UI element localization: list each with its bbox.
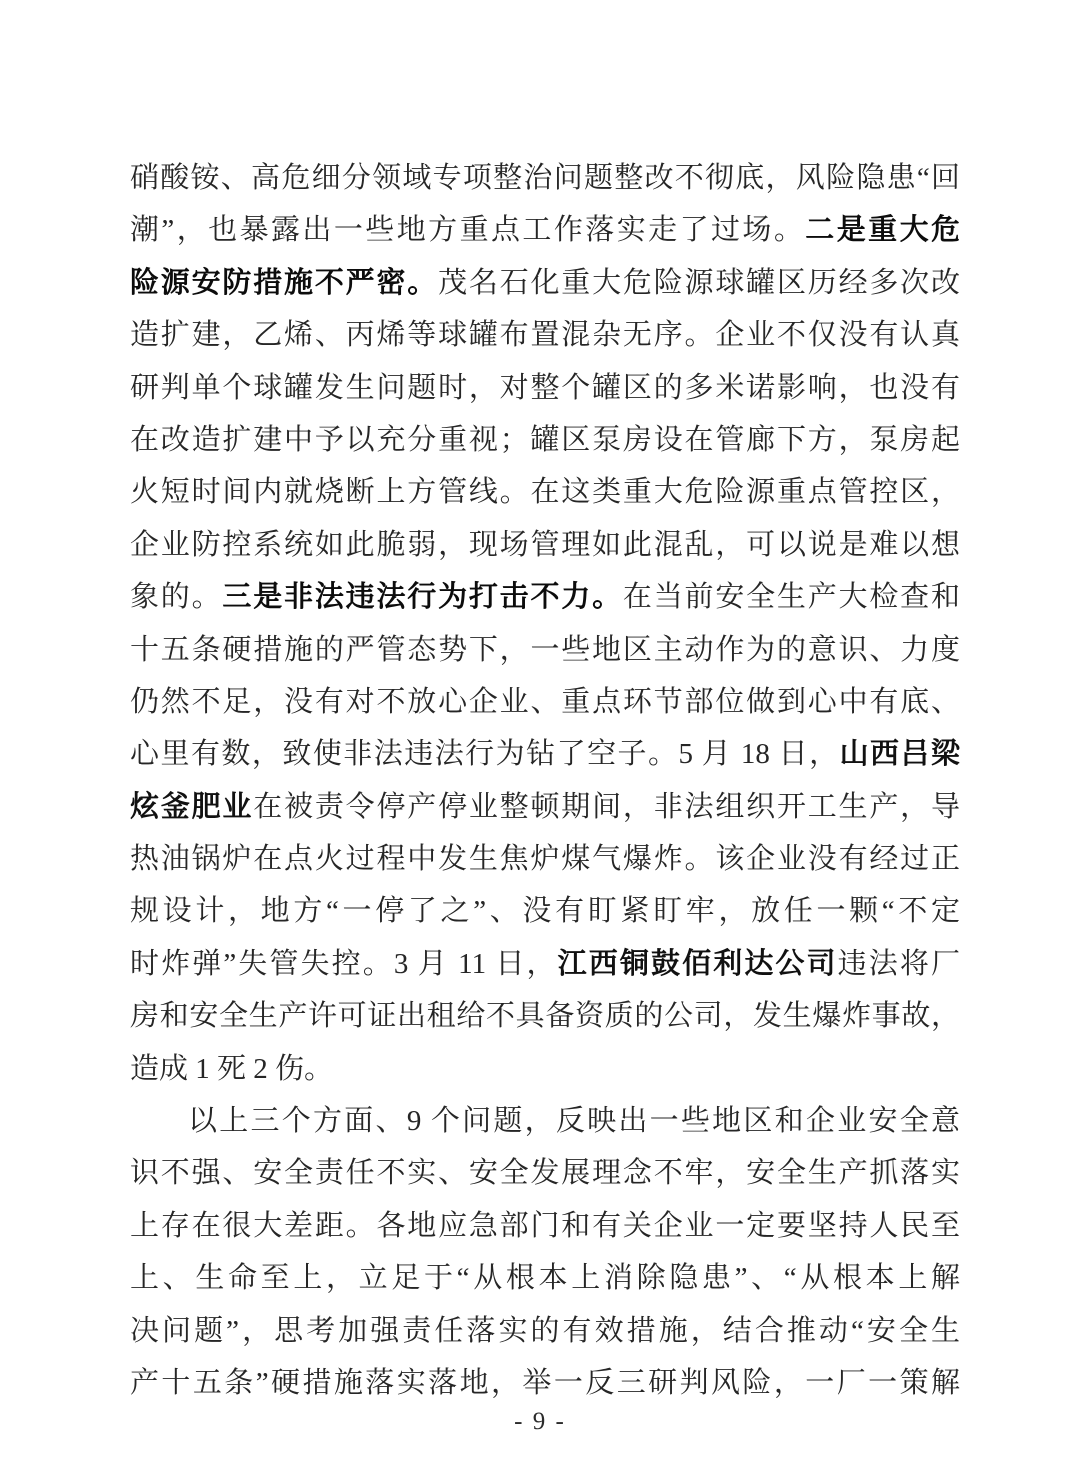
emphasis-text: 三是非法违法行为打击不力。 — [222, 581, 623, 614]
text-line — [130, 1043, 960, 1095]
body-text: 象的。 — [130, 581, 223, 614]
text-line — [130, 1252, 960, 1304]
text-line — [130, 1357, 960, 1409]
text-line — [130, 362, 960, 414]
text-line — [130, 676, 960, 728]
text-line — [130, 466, 960, 518]
emphasis-text: 险源安防措施不严密。 — [130, 266, 439, 299]
body-text: 心里有数，致使非法违法行为钻了空子。5 月 18 日， — [130, 738, 840, 771]
body-text: 决问题”，思考加强责任落实的有效措施，结合推动“安全生 — [130, 1314, 960, 1347]
text-line — [130, 1147, 960, 1199]
body-text: 产十五条”硬措施落实落地，举一反三研判风险，一厂一策解 — [130, 1366, 960, 1399]
body-text: 以上三个方面、9 个问题，反映出一些地区和企业安全意 — [188, 1105, 960, 1138]
body-text: 潮”，也暴露出一些地方重点工作落实走了过场。 — [130, 214, 806, 247]
text-line — [130, 204, 960, 256]
text-line — [130, 624, 960, 676]
body-text: 研判单个球罐发生问题时，对整个罐区的多米诺影响，也没有 — [130, 371, 960, 404]
page-number: - 9 - — [514, 1408, 566, 1435]
text-line — [130, 781, 960, 833]
body-text: 造扩建，乙烯、丙烯等球罐布置混杂无序。企业不仅没有认真 — [130, 319, 960, 352]
text-line — [130, 990, 960, 1042]
body-text: 在当前安全生产大检查和 — [622, 581, 960, 614]
text-line — [130, 519, 960, 571]
body-text: 火短时间内就烧断上方管线。在这类重大危险源重点管控区， — [130, 476, 960, 509]
body-text: 上存在很大差距。各地应急部门和有关企业一定要坚持人民至 — [130, 1209, 960, 1242]
text-line — [130, 833, 960, 885]
text-line — [130, 257, 960, 309]
text-line — [130, 414, 960, 466]
body-text: 造成 1 死 2 伤。 — [130, 1052, 334, 1085]
body-text: 在改造扩建中予以充分重视；罐区泵房设在管廊下方，泵房起 — [130, 423, 960, 456]
text-line — [130, 1095, 960, 1147]
text-line — [130, 938, 960, 990]
body-text: 识不强、安全责任不实、安全发展理念不牢，安全生产抓落实 — [130, 1157, 960, 1190]
emphasis-text: 江西铜鼓佰利达公司 — [557, 947, 838, 980]
body-text: 违法将厂 — [837, 947, 960, 980]
body-text: 硝酸铵、高危细分领域专项整治问题整改不彻底，风险隐患“回 — [130, 162, 960, 194]
body-text: 上、生命至上，立足于“从根本上消除隐患”、“从根本上解 — [130, 1262, 960, 1295]
body-text: 仍然不足，没有对不放心企业、重点环节部位做到心中有底、 — [130, 685, 960, 718]
body-text: 茂名石化重大危险源球罐区历经多次改 — [438, 266, 960, 299]
body-text: 规设计，地方“一停了之”、没有盯紧盯牢，放任一颗“不定 — [130, 895, 960, 928]
body-text: 时炸弹”失管失控。3 月 11 日， — [130, 947, 558, 980]
text-line — [130, 309, 960, 361]
text-line — [130, 1305, 960, 1357]
text-line — [130, 885, 960, 937]
body-text: 十五条硬措施的严管态势下，一些地区主动作为的意识、力度 — [130, 633, 960, 666]
text-line — [130, 571, 960, 623]
text-line — [130, 728, 960, 780]
body-text: 热油锅炉在点火过程中发生焦炉煤气爆炸。该企业没有经过正 — [130, 843, 960, 876]
emphasis-text: 二是重大危 — [805, 214, 960, 247]
body-text: 企业防控系统如此脆弱，现场管理如此混乱，可以说是难以想 — [130, 528, 960, 561]
emphasis-text: 炫釜肥业 — [130, 790, 254, 823]
body-text: 房和安全生产许可证出租给不具备资质的公司，发生爆炸事故， — [130, 1000, 960, 1033]
document-body — [130, 152, 960, 1409]
text-line — [130, 152, 960, 204]
text-line — [130, 1200, 960, 1252]
body-text: 在被责令停产停业整顿期间，非法组织开工生产，导 — [253, 790, 960, 823]
emphasis-text: 山西吕梁 — [839, 738, 960, 771]
